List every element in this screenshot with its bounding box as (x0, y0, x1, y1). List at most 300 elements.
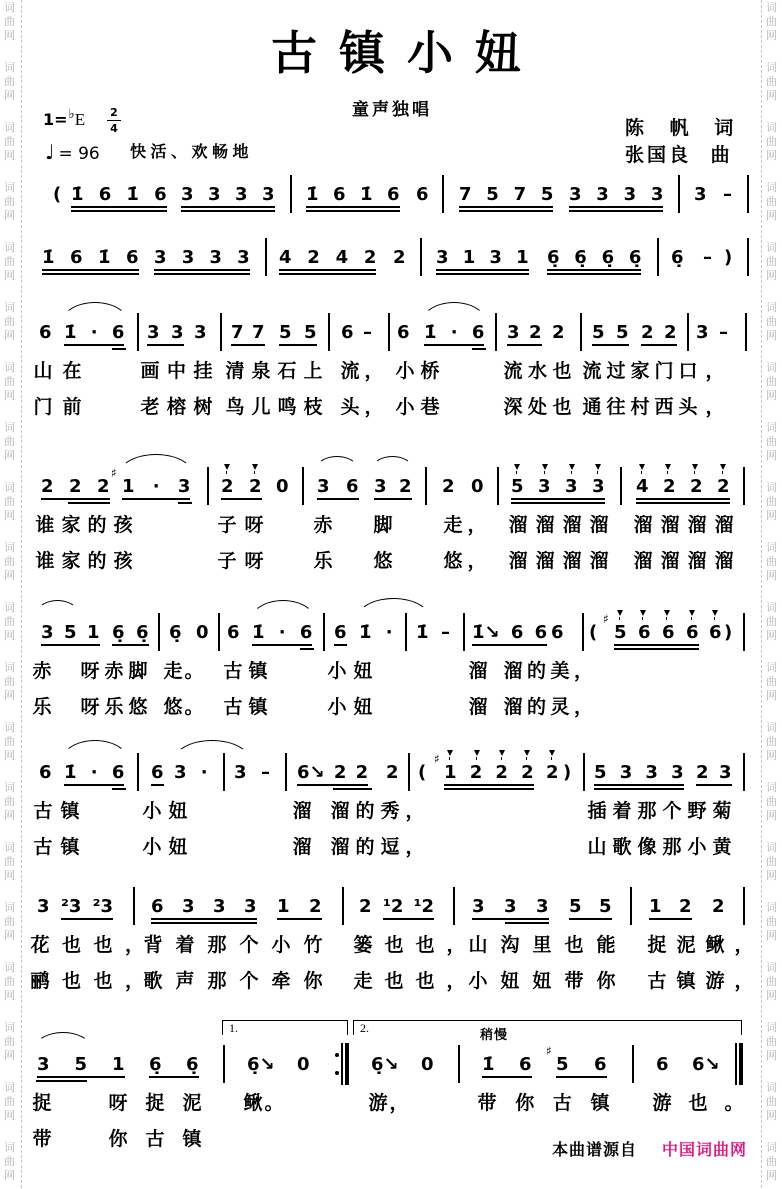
note-group: 5 5 (279, 322, 317, 346)
barline (743, 887, 745, 925)
secondary-beam (505, 922, 549, 924)
parenthesis: ( (418, 762, 427, 783)
watermark-text: 词曲网 (4, 421, 15, 462)
lyric-segment-verse1: 花也也， (30, 934, 157, 956)
quarter-note-icon: ♩ (45, 140, 55, 164)
lyricist-credit: 陈 帆 词 (625, 117, 734, 139)
accent-mark (639, 464, 645, 470)
note-group: 5 6 (556, 1054, 607, 1078)
note-group: 1̇ (416, 622, 429, 643)
lyric-segment-verse2: 鹂也也， (30, 970, 157, 992)
rest-note: 0 (297, 1054, 310, 1075)
rest-note: 0 (276, 476, 289, 497)
lyric-segment-verse2: 小妞妞带你 (468, 970, 629, 992)
note-group: 2 2 (221, 476, 262, 500)
watermark-text: 词曲网 (4, 1021, 15, 1062)
accent-mark (524, 750, 530, 756)
note-group: 3 (696, 322, 709, 343)
barline (158, 613, 160, 651)
lyric-segment-verse1: 小妞 (327, 660, 380, 682)
note-group: 6 (151, 762, 164, 786)
accent-mark (569, 464, 575, 470)
barline (747, 238, 749, 276)
lyric-segment-verse2: 悠。 (163, 696, 206, 718)
accent-mark (664, 610, 670, 616)
lyric-segment-verse1: 背着那个小竹 (143, 934, 336, 956)
note-group: 3 (234, 762, 247, 783)
final-barline-thin (735, 1043, 737, 1085)
lyric-segment-verse2: 深处也 (503, 396, 578, 418)
lyric-segment-verse1: 山在 (33, 360, 92, 382)
lyric-segment-verse2: 乐 (32, 696, 52, 718)
lyric-segment-verse1: 走， (443, 514, 492, 536)
note-group: 3 3 3 3 (569, 184, 663, 212)
note-group: 5 3 3 3 (511, 476, 605, 504)
watermark-text: 词曲网 (766, 901, 777, 942)
lyric-segment-verse2: 鸟儿鸣枝 (225, 396, 330, 418)
note-group: 1̇ · 6 (424, 322, 484, 346)
barline (458, 1045, 460, 1083)
note-group: 5 5 (569, 896, 612, 920)
lyric-segment-verse2: 通往村西 (582, 396, 679, 418)
note-group: 1̇↘ 6 6 (472, 622, 547, 646)
lyric-segment-verse1: 山沟里也能 (468, 934, 629, 956)
note-group: 1̇ 6 (482, 1054, 532, 1078)
lyric-segment-verse1: 溜 (468, 660, 488, 682)
accent-mark (252, 464, 258, 470)
watermark-text: 词曲网 (4, 901, 15, 942)
left-watermark-column (4, 1, 18, 1189)
key-signature (43, 107, 86, 132)
barline (463, 613, 465, 651)
accent-mark (549, 750, 555, 756)
accent-mark (692, 464, 698, 470)
watermark-text: 词曲网 (4, 961, 15, 1002)
repeat-end-thin-line (341, 1043, 343, 1085)
lyric-segment-verse1: 谁家的孩 (35, 514, 140, 536)
lyric-segment-verse1: 清泉石上 (225, 360, 330, 382)
note-group: 1̇ · 6 (64, 762, 124, 786)
lyric-segment-verse2: 走也也， (353, 970, 478, 992)
volta-label-second: 2. (360, 1021, 369, 1035)
sharp-sign: ♯ (546, 1044, 552, 1058)
parenthesis: ( (53, 184, 62, 205)
lyric-segment-verse1: 篓也也， (353, 934, 478, 956)
note-group: 2 (552, 322, 565, 343)
watermark-text: 词曲网 (766, 721, 777, 762)
lyric-segment-verse1: 鳅。 (243, 1092, 286, 1114)
lyric-segment-verse1: 带你古镇 (477, 1092, 629, 1114)
watermark-text: 词曲网 (766, 61, 777, 102)
note-group: 3 (37, 896, 50, 917)
note-group: 3 3 3 (472, 896, 549, 920)
sharp-sign: ♯ (603, 612, 609, 626)
barline (582, 613, 584, 651)
note-group: 3 5 1 (37, 1054, 125, 1078)
watermark-text: 词曲网 (4, 781, 15, 822)
note-group: 1 2 (649, 896, 692, 920)
watermark-text: 词曲网 (766, 361, 777, 402)
watermark-text: 词曲网 (766, 1021, 777, 1062)
composer-credit: 张国良 曲 (625, 144, 733, 166)
right-watermark-column (766, 1, 780, 1189)
note-group: 4 2 2 2 (636, 476, 730, 504)
barline (453, 887, 455, 925)
note-group: 3 3 3 3 (154, 247, 250, 275)
accent-mark (224, 464, 230, 470)
parenthesis: ) (563, 762, 572, 783)
note-group: 6↘ 2 2 (297, 762, 368, 786)
lyric-segment-verse1: 走。 (163, 660, 206, 682)
sustain-dash: – (441, 622, 450, 643)
lyric-segment-verse1: 小桥 (395, 360, 446, 382)
watermark-text: 词曲网 (4, 1081, 15, 1122)
lyric-segment-verse1: 溜的美， (503, 660, 598, 682)
watermark-text: 词曲网 (766, 1081, 777, 1122)
lyric-segment-verse1: 赤 (32, 660, 52, 682)
barline (657, 238, 659, 276)
volta-label-first: 1. (229, 1021, 238, 1035)
lyric-segment-verse1: 古镇 (33, 800, 88, 822)
lyric-segment-verse1: 游， (368, 1092, 411, 1114)
repeat-dot (335, 1053, 339, 1057)
accent-mark (617, 610, 623, 616)
note-group: 6 3 3 3 (151, 896, 257, 924)
note-group: 2 (546, 762, 559, 783)
sharp-sign: ♯ (434, 752, 440, 766)
note-group: 6↘ (692, 1054, 720, 1075)
note-group: 3 (194, 322, 207, 343)
secondary-beam (300, 648, 314, 650)
barline (220, 313, 222, 351)
lyric-segment-verse2: 子呀 (217, 550, 272, 572)
barline (743, 467, 745, 505)
lyric-segment-verse2: 溜溜溜溜 (633, 550, 742, 572)
watermark-text: 词曲网 (766, 661, 777, 702)
barline (323, 613, 325, 651)
note-group: 3 1 3 1 (436, 247, 529, 275)
barline (207, 467, 209, 505)
lyric-segment-verse1: 流， (340, 360, 389, 382)
barline (425, 467, 427, 505)
note-group: 6̣ 6̣ (149, 1054, 199, 1078)
secondary-beam (112, 348, 126, 350)
note-group: 2 (442, 476, 455, 497)
accent-mark (689, 610, 695, 616)
lyric-segment-verse2: 悠， (443, 550, 492, 572)
lyric-segment-verse2: 悠 (373, 550, 393, 572)
barline (218, 613, 220, 651)
note-group: 6 (397, 322, 410, 343)
accent-mark (665, 464, 671, 470)
note-group: 6 (551, 622, 564, 643)
lyric-segment-verse2: 古镇 (33, 836, 88, 858)
note-group: 6 (416, 184, 429, 205)
secondary-beam (472, 348, 486, 350)
lyric-segment-verse2: 小巷 (395, 396, 446, 418)
lyric-segment-verse1: 画中挂 (140, 360, 221, 382)
watermark-text: 词曲网 (4, 841, 15, 882)
secondary-beam (178, 502, 192, 504)
note-group: 6̣ (169, 622, 182, 643)
watermark-text: 词曲网 (4, 61, 15, 102)
barline (687, 313, 689, 351)
note-group: 1̇ · 6 (252, 622, 312, 646)
note-group: 1̇ · 6 (64, 322, 124, 346)
note-group: 6̣ (671, 247, 684, 268)
note-group: 5 6 6 6 (614, 622, 699, 650)
lyric-segment-verse2: 呀乐悠 (80, 696, 153, 718)
note-group: 2 2 (641, 322, 677, 346)
lyric-segment-verse1: 捉泥鳅， (647, 934, 764, 956)
note-group: 6 (39, 322, 52, 343)
secondary-beam (68, 502, 110, 504)
volta-bracket-first (222, 1020, 348, 1035)
note-group: 1̇ 6 1̇ 6 (306, 184, 400, 212)
lyric-segment-verse2: 溜 (468, 696, 488, 718)
lyric-segment-verse1: 溜溜溜溜 (508, 514, 617, 536)
source-site-name: 中国词曲网 (662, 1140, 748, 1159)
watermark-text: 词曲网 (4, 481, 15, 522)
lyric-segment-verse1: 脚 (373, 514, 393, 536)
barline (388, 313, 390, 351)
grace-note-group: ²3 ²3 (61, 896, 113, 920)
note-group: 7 7 (231, 322, 265, 346)
note-group: 6 (709, 622, 722, 643)
note-group: 6̣↘ (371, 1054, 399, 1075)
accent-mark (514, 464, 520, 470)
watermark-text: 词曲网 (4, 541, 15, 582)
accent-mark (447, 750, 453, 756)
accent-mark (499, 750, 505, 756)
note-group: 2 (393, 247, 406, 268)
secondary-beam (112, 788, 126, 790)
final-barline-thick (739, 1043, 743, 1085)
lyric-segment-verse2: 小妞 (142, 836, 195, 858)
lyric-segment-verse2: 你古镇 (108, 1128, 220, 1150)
note-group: 3 3 (147, 322, 184, 346)
barline (745, 313, 747, 351)
sustain-dash: – (723, 184, 732, 205)
barline (678, 175, 680, 213)
note-group: 1̇ 6 1̇ 6 (42, 247, 139, 275)
note-group: 6 (227, 622, 240, 643)
barline (495, 313, 497, 351)
note-group: 3 3 3 3 (181, 184, 275, 212)
watermark-text: 词曲网 (4, 1, 15, 42)
lyric-segment-verse1: 流过家门 (582, 360, 679, 382)
accent-mark (595, 464, 601, 470)
performance-type: 童声独唱 (352, 100, 432, 120)
left-margin-dashed-line (21, 0, 22, 1188)
barline (285, 753, 287, 791)
watermark-text: 词曲网 (4, 601, 15, 642)
barline (632, 1045, 634, 1083)
watermark-text: 词曲网 (4, 1141, 15, 1182)
expression-marking: 快活、欢畅地 (130, 142, 254, 161)
accent-mark (720, 464, 726, 470)
note-group: 5 5 (592, 322, 629, 346)
lyric-segment-verse2: 溜 (292, 836, 312, 858)
lyric-segment-verse1: 呀捉泥 (108, 1092, 220, 1114)
watermark-text: 词曲网 (766, 301, 777, 342)
lyric-segment-verse2: 歌声那个牵你 (143, 970, 336, 992)
lyric-segment-verse2: 谁家的孩 (35, 550, 140, 572)
lyric-segment-verse1: 游也。 (652, 1092, 761, 1114)
note-group: 3 2 (507, 322, 542, 346)
source-label: 本曲谱源自 (552, 1140, 638, 1159)
lyric-segment-verse1: 古镇 (223, 660, 274, 682)
watermark-text: 词曲网 (766, 241, 777, 282)
note-group: 3 6 (317, 476, 359, 500)
secondary-beam (36, 1080, 87, 1082)
note-group: 1̇ 6 1̇ 6 (71, 184, 167, 212)
repeat-dot (335, 1071, 339, 1075)
note-group: 6̣↘ (247, 1054, 275, 1075)
watermark-text: 词曲网 (4, 361, 15, 402)
note-group: 2 (712, 896, 725, 917)
note-group: 6 (334, 622, 347, 646)
barline (137, 313, 139, 351)
parenthesis: ) (724, 622, 733, 643)
note-group: 2 2 2 (41, 476, 110, 500)
lyric-segment-verse1: 溜的秀， (330, 800, 431, 822)
barline (408, 753, 410, 791)
lyric-segment-verse2: 头， (678, 396, 733, 418)
note-group: 2 (386, 762, 399, 783)
watermark-text: 词曲网 (766, 601, 777, 642)
repeat-end-thick-line (345, 1043, 349, 1085)
watermark-text: 词曲网 (766, 1, 777, 42)
rest-note: 0 (471, 476, 484, 497)
watermark-text: 词曲网 (4, 241, 15, 282)
note-group: 3 · (174, 762, 208, 783)
barline (743, 613, 745, 651)
grace-note-group: ¹2 ¹2 (383, 896, 434, 920)
watermark-text: 词曲网 (4, 301, 15, 342)
watermark-text: 词曲网 (4, 661, 15, 702)
accent-mark (640, 610, 646, 616)
lyric-segment-verse1: 口， (678, 360, 733, 382)
parenthesis: ( (589, 622, 598, 643)
note-group: 3 2 (374, 476, 412, 500)
lyric-segment-verse1: 插着那个野菊 (587, 800, 738, 822)
rest-note: 0 (196, 622, 209, 643)
note-group: 2 3 (696, 762, 732, 786)
lyric-segment-verse1: 呀赤脚 (80, 660, 153, 682)
song-title: 古镇小妞 (271, 26, 543, 80)
barline (133, 887, 135, 925)
sustain-dash: – (363, 322, 372, 343)
barline (342, 887, 344, 925)
lyric-segment-verse2: 古镇 (223, 696, 274, 718)
lyric-segment-verse2: 小妞 (327, 696, 380, 718)
right-margin-dashed-line (761, 0, 762, 1188)
rest-note: 0 (421, 1054, 434, 1075)
note-group: 1 2 2 2 (444, 762, 534, 790)
lyric-segment-verse2: 溜的灵， (503, 696, 598, 718)
time-signature (107, 107, 121, 135)
lyric-segment-verse2: 乐 (313, 550, 333, 572)
sustain-dash: – (703, 247, 712, 268)
barline (302, 467, 304, 505)
note-group: 4 2 4 2 (279, 247, 376, 275)
watermark-text: 词曲网 (766, 1141, 777, 1182)
lyric-segment-verse1: 溜溜溜溜 (633, 514, 742, 536)
barline (743, 753, 745, 791)
note-group: 7 5 7 5 (459, 184, 553, 212)
lyric-segment-verse1: 流水也 (503, 360, 578, 382)
note-group: 1 2 (277, 896, 322, 920)
volta-bracket-second (353, 1020, 742, 1035)
note-group: 1̇ · (359, 622, 393, 643)
note-group: 3 (694, 184, 707, 205)
sharp-sign: ♯ (111, 466, 117, 480)
barline (290, 175, 292, 213)
sustain-dash: – (261, 762, 270, 783)
note-group: 6 (656, 1054, 669, 1075)
note-group: 1 · 3 (122, 476, 190, 500)
key-tonic: E (74, 110, 86, 129)
barline (583, 753, 585, 791)
lyric-segment-verse1: 小妞 (142, 800, 195, 822)
sustain-dash: – (719, 322, 728, 343)
key-label: 1= (43, 110, 68, 129)
watermark-text: 词曲网 (4, 121, 15, 162)
barline (137, 753, 139, 791)
note-group: 6 (39, 762, 52, 783)
lyric-segment-verse2: 带 (32, 1128, 52, 1150)
secondary-beam (333, 788, 372, 790)
lyric-segment-verse2: 溜溜溜溜 (508, 550, 617, 572)
tempo-marking (45, 141, 100, 165)
note-group: 6̣ 6̣ (112, 622, 149, 646)
accent-mark (712, 610, 718, 616)
parenthesis: ) (724, 247, 733, 268)
flat-sign: ♭ (68, 107, 75, 122)
accent-mark (474, 750, 480, 756)
barline (265, 238, 267, 276)
barline (580, 313, 582, 351)
barline (497, 467, 499, 505)
barline (223, 753, 225, 791)
lyric-segment-verse2: 古镇游， (647, 970, 764, 992)
watermark-text: 词曲网 (766, 481, 777, 522)
barline (328, 313, 330, 351)
barline (442, 175, 444, 213)
lyric-segment-verse2: 头， (340, 396, 389, 418)
note-group: 6̣ 6̣ 6̣ 6̣ (547, 247, 641, 275)
lyric-segment-verse1: 赤 (313, 514, 333, 536)
watermark-text: 词曲网 (766, 841, 777, 882)
watermark-text: 词曲网 (4, 181, 15, 222)
barline (620, 467, 622, 505)
watermark-text: 词曲网 (766, 541, 777, 582)
lyric-segment-verse2: 山歌像那小黄 (587, 836, 738, 858)
lyric-segment-verse1: 捉 (32, 1092, 52, 1114)
note-group: 3 5 1 (41, 622, 100, 646)
watermark-text: 词曲网 (766, 781, 777, 822)
accent-mark (542, 464, 548, 470)
barline (420, 238, 422, 276)
lyric-segment-verse1: 子呀 (217, 514, 272, 536)
watermark-text: 词曲网 (766, 421, 777, 462)
note-group: 2 (359, 896, 372, 917)
lyric-segment-verse2: 门前 (33, 396, 92, 418)
watermark-text: 词曲网 (766, 961, 777, 1002)
watermark-text: 词曲网 (4, 721, 15, 762)
barline (630, 887, 632, 925)
